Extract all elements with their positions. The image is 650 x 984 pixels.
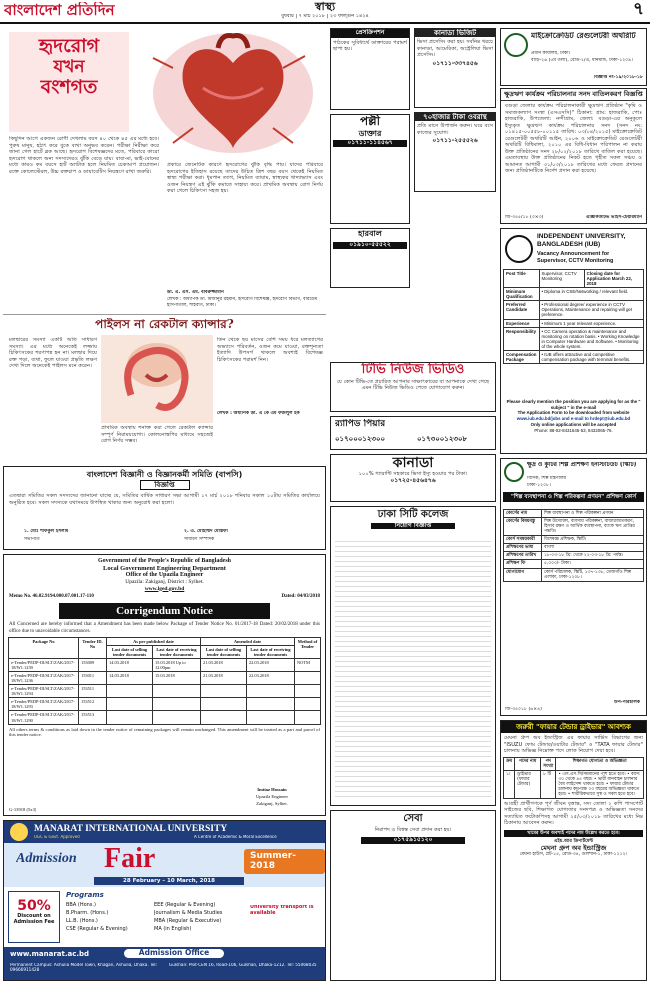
footer-line: Phone: 88-02-8431645-53, 8432065-76. [534, 427, 613, 433]
transport-note: University transport is available [250, 905, 314, 916]
article-byline: ডা. এ. এস. এম. বাবরুজ্জামান [167, 290, 224, 295]
program-item: LL.B. (Hons.) [66, 918, 98, 924]
article-body: প্রাথমিক অবস্থায় শনাক্ত করা গেলে রেকটাল ক্যান্সার সম্পূর্ণ নিরাময়যোগ্য। কোলনোস্কপির মাধ্যমে সহজেই রোগ নির্ণয় সম্ভব। [101, 425, 213, 444]
driver-table [503, 757, 644, 799]
footer-line: Only online applications will be accepted [530, 421, 617, 427]
table-cell [200, 685, 246, 698]
table-cell: ৮ টি [541, 770, 556, 798]
table-cell: 15.03.2018 [152, 672, 200, 685]
notice-ref: G-13918 (5x3) [9, 806, 37, 812]
heart-illustration [133, 28, 323, 158]
ad-subtitle: ডাক্তার [358, 128, 382, 138]
rapid-ad [330, 416, 496, 450]
notice-title: বাংলাদেশ বিজ্ঞানী ও বিজ্ঞানকর্মী সমিতি (বাপসি) [86, 470, 243, 479]
ad-body: যে কোন টিভি-তে প্রচারিত আপনার সাক্ষাৎকারের বা আপনাকে দেখা গেছে এমন টিভি নিউজ ভিডিও পেতে যোগাযোগ করুন। [336, 378, 490, 392]
table-header: Amended date [200, 637, 294, 645]
notice-ref: জি-৩৫০১৮ (৬×৪) [505, 706, 542, 712]
table-subheader: Last date of selling tender documents [200, 645, 246, 658]
article-title-line: বংশগত [40, 76, 98, 99]
tv-news-ad [330, 362, 496, 412]
notice-footer: All others terms & conditions as laid down in the tender notice of remaining packages will remain unchanged. This amendment will be treated as a part and parcel of this tender notice. [9, 726, 320, 738]
table-cell [152, 711, 200, 724]
dhaka-city-college-ad [330, 506, 496, 806]
footer-line: The Application Form to be downloaded from website [517, 410, 630, 416]
ad-title: জরুরী "ফায়ার টেন্ডার ড্রাইভার" আবশ্যক [501, 721, 646, 733]
table-cell [295, 698, 321, 711]
signatory-name: Imtiaz Hossain [257, 787, 287, 792]
notice-title: Corrigendum Notice [59, 603, 270, 620]
row-value: Supervisor, CCTV Monitoring [539, 270, 584, 288]
ad-title: ৭০হাজার টাকা ওবরান্থ [415, 113, 495, 121]
text-block-placeholder [335, 537, 491, 799]
row-value: ৫,০০০/- টাকা। [542, 560, 644, 568]
mra-name: মাইক্রোক্রেডিট রেগুলেটরী অথরিটি [531, 32, 636, 40]
sheba-ad [330, 810, 496, 981]
sciti-notice [500, 458, 647, 716]
table-cell: • এস.এস.সি/সমমানের পাশ হতে হবে। • বয়স: ৩০ থেকে ৪৫ বছর। • ভারী যানবাহন চালনার বৈধ লাইসেন্স থাকতে হবে। • ফায়ার টেন্ডার চালনায় কমপক্ষে ০৩ বছরের অভিজ্ঞতা থাকতে হবে। • শারীরিকভাবে সুস্থ ও সবল হতে হবে। [556, 770, 644, 798]
table-header: Tender ID. No [79, 637, 107, 658]
sciti-logo [504, 462, 524, 482]
ad-title: প্রেসক্রিপশন [331, 29, 409, 38]
table-row [504, 350, 644, 363]
ad-body: ভিসা প্রসেসিং করা হয়। সর্বনিম্ন খরচে কানাডা, আমেরিকা, অস্ট্রেলিয়া ভিসা প্রসেসিং। [417, 39, 493, 59]
table-cell [200, 711, 246, 724]
mra-header [500, 28, 647, 86]
bapsi-notice [3, 466, 326, 550]
table-row [504, 568, 644, 581]
cancer-article [3, 314, 326, 462]
ad-block [414, 28, 496, 108]
table-header: As per published date [107, 637, 201, 645]
ad-title: পল্লী [359, 114, 381, 128]
table-row [504, 288, 644, 301]
table-row [504, 560, 644, 568]
row-value: বিশেষজ্ঞ প্রশিক্ষক, স্কিটি। [542, 536, 644, 544]
notice-ref: জি-৩৫৫/১৮ (৩×৩) [505, 214, 544, 220]
article-title-line: হৃদরোগ [38, 35, 100, 57]
article-body: প্রকারে জেনেটিক কারণে হৃদরোগের ঝুঁকি বৃদ্ধি পায়। যাদের পরিবারে হৃদরোগের ইতিহাস রয়েছে তাদের উচিত ত্রিশ বছর বয়স থেকেই নিয়মিত স্বাস্থ্য পরীক্ষা করা। ধূমপান ত্যাগ, নিয়মিত ব্যায়াম, স্বাস্থ্যকর খাদ্যাভ্যাস এবং ওজন নিয়ন্ত্রণ এই ঝুঁকি কমাতে সাহায্য করে। প্রাথমিক অবস্থায় রোগ নির্ণয় করা গেলে চিকিৎসা সহজ হয়। [167, 162, 323, 194]
ad-intro: মেঘনা গ্রুপ অব ইন্ডাস্ট্রিজ এর ফায়ার সার্ভিস বিভাগের জন্য "ISUZU ফোম টেন্ডার/ওয়াটার টেন্ডার" ও "TATA ফায়ার টেন্ডার" চালনায় অভিজ্ঞ নিম্নোক্ত পদে লোক নিয়োগ দেয়া হবে। [504, 735, 643, 755]
row-label: প্রশিক্ষণের তারিখ [504, 552, 542, 560]
footer-link[interactable]: www.iub.edu.bd/jobs and e-mail to hrdept@iub.edu.bd [516, 416, 631, 422]
vacancy-title: Vacancy Announcement for [537, 251, 610, 257]
table-row [504, 518, 644, 536]
issue-date: বুধবার | ৭ মার্চ ২০১৮ | ২৩ ফাল্গুন ১৪২৪ [281, 14, 369, 19]
programs-title: Programs [66, 891, 104, 899]
discount-label: Discount on [17, 913, 51, 920]
row-label: যোগাযোগ [504, 568, 542, 581]
signatory-role: সাধারণ সম্পাদক [184, 537, 215, 542]
article-title-block [9, 32, 129, 132]
table-cell: 15.03.2018 Up to 12.00pm [152, 658, 200, 671]
article-byline: লেখক : অধ্যাপক ডা. এ কে এম ফজলুল হক [217, 411, 300, 416]
table-header: শিক্ষাগত যোগ্যতা ও অভিজ্ঞতা [556, 757, 644, 770]
table-cell: e-Tender/PEDP-III/SLT/ZAK/2017-18/W1.1290 [9, 711, 79, 724]
ad-phone: ০১৭১১-৩৩৭৪৫৬ [432, 59, 478, 67]
iub-logo [505, 235, 533, 263]
row-label: Preferred Candidate [504, 301, 540, 319]
university-tagline: A Centre of Academic & Moral Excellence [194, 835, 277, 839]
ad-title: ঢাকা সিটি কলেজ [377, 509, 449, 520]
table-header: Method of Tender [295, 637, 321, 658]
table-row [9, 685, 321, 698]
row-label: প্রশিক্ষণ ফি [504, 560, 542, 568]
admission-word: Admission [16, 851, 77, 866]
manarat-footer [4, 947, 325, 981]
row-extra: Closing date for Application March 22, 2018 [584, 270, 643, 288]
table-row [9, 658, 321, 671]
gov-line: Government of the People's Republic of Bangladesh [98, 558, 231, 564]
row-value: কোর্স পরিচালক, স্কিটি, ১৩৭-১৩৮, তেজগাঁও শিল্প এলাকা, ঢাকা-১২০৮। [542, 568, 644, 581]
table-row [9, 672, 321, 685]
ad-phone: ০১৭৩০০১২৩০৮ [417, 435, 468, 443]
article-title-line: যখন [53, 56, 85, 77]
page-number: ৭ [632, 0, 644, 19]
ad-footer: আগ্রহী প্রার্থীগণকে পূর্ণ জীবন বৃত্তান্ত, সদ্য তোলা ২ কপি পাসপোর্ট সাইজের ছবি, শিক্ষাগত যোগ্যতার সনদপত্র ও অভিজ্ঞতা সনদের সত্যায়িত ফটোকপিসহ আগামী ২৫/০৩/২০১৮ তারিখের মধ্যে নিম্ন ঠিকানায় আবেদন করুন। [504, 800, 643, 827]
row-label: Compensation Package [504, 350, 540, 363]
row-label: কোর্স সমন্বয়কারী [504, 536, 542, 544]
table-row [504, 510, 644, 518]
vacancy-title: Supervisor, CCTV Monitoring [537, 258, 614, 264]
page-header [0, 0, 650, 24]
canada-ad [330, 454, 496, 502]
sciti-sub: ঢাকা-১২০৮। [527, 483, 551, 488]
ad-subtitle: নিয়োগ বিজ্ঞপ্তি [371, 523, 455, 530]
table-cell: 14.03.2018 [107, 658, 153, 671]
signatory-name: ২. এ. মোহাম্মদ মোস্তফা [184, 529, 228, 534]
section-title: স্বাস্থ্য [314, 1, 336, 13]
table-row [504, 770, 644, 798]
row-label: Minimum Qualification [504, 288, 540, 301]
signatory-role: Zakiganj, Sylhet. [256, 801, 288, 806]
signatory-name: ১. মোঃ শফিকুল ইসলাম [24, 529, 69, 534]
ad-block [330, 28, 410, 110]
address-line: Gulshan: Plot-CEN 16, Road-106, Gulshan, Dhaka-1212. Tel: 55068035 [169, 963, 317, 967]
program-item: Journalism & Media Studies [154, 910, 223, 916]
company-name: মেঘনা গ্রুপ অব ইন্ডাস্ট্রিজ [540, 843, 607, 852]
program-item: MBA (Regular & Executive) [154, 918, 222, 924]
table-cell [246, 685, 294, 698]
notice-body: এতদ্বারা সমিতির সকল সদস্যদের জানানো যাচ্ছে যে, সমিতির বার্ষিক সাধারণ সভা আগামী ১৭ মার্চ ২০১৮ শনিবার সকাল ১০টায় সমিতির কার্যালয়ে অনুষ্ঠিত হবে। সকল সদস্যকে যথাসময়ে উপস্থিত থাকার জন্য অনুরোধ করা হলো। [9, 493, 320, 506]
table-cell [295, 685, 321, 698]
row-value: • IUB offers attractive and competitive compensation package with terminal benefits. [539, 350, 644, 363]
table-row [504, 536, 644, 544]
table-cell [246, 711, 294, 724]
memo-date: Dated: 04/03/2018 [281, 593, 320, 599]
website-link[interactable]: www.manarat.ac.bd [10, 950, 90, 958]
notice-title: ক্ষুদ্রঋণ কার্যক্রম পরিচালনার সনদ বাতিলকরণ বিজ্ঞপ্তি [501, 89, 646, 101]
ad-phone: ০১৭১১-২৫৫৫২৬ [432, 137, 478, 145]
ad-title: র‍্যাপিড পিয়ার [335, 419, 386, 429]
row-label: Experience [504, 319, 540, 327]
gov-line: Local Government Engineering Department [103, 564, 226, 572]
admission-office: Admission Office [124, 949, 224, 958]
course-table [503, 509, 644, 582]
university-approval: UGC & Govt. Approved [34, 835, 80, 839]
row-label: Responsibility [504, 327, 540, 350]
signatory-role: এক্সিকিউটিভ ভাইস-চেয়ারম্যান [585, 214, 642, 220]
table-cell: e-Tender/PEDP-III/SLT/ZAK/2017-18/W1.1293 [9, 698, 79, 711]
notice-subtitle: বিজ্ঞপ্তি [140, 480, 190, 490]
row-value: • Minimum 1 year relevant experience. [539, 319, 644, 327]
website-link[interactable]: www.lged.gov.bd [144, 585, 185, 592]
ad-title: সেবা [403, 813, 423, 824]
university-logo [10, 823, 28, 841]
programs-col [154, 901, 244, 933]
ad-title: কানাডা ভিজিট [415, 29, 495, 37]
ad-title: কানাডা [392, 455, 434, 471]
heart-article [3, 28, 326, 310]
corrigendum-notice [3, 554, 326, 816]
program-item: EEE (Regular & Evening) [154, 902, 216, 908]
table-cell [295, 711, 321, 724]
notice-body: বগুড়া জেলার কার্যক্রম পরিচালনাকারী ক্ষুদ্রঋণ প্রতিষ্ঠান "কৃষি ও সমাজকল্যাণ সংস্থা (এসএসসি)" ঠিকানা: গ্রাম: হাজরাকি, পোঃ হাজরাকি, উপজেলা: নন্দীগ্রাম, জেলা: বগুড়া-এর অনুকূলে ইস্যুকৃত ক্ষুদ্রঋণ কার্যক্রম পরিচালনার সনদ (সনদ নং: ০১৪১৫-০০৫৫৮-০০১১৫ তারিখ: ০৩/০৪/২০১৫) মাইক্রোক্রেডিট রেগুলেটরী অথরিটি আইন, ২০০৬ ও মাইক্রোক্রেডিট রেগুলেটরী অথরিটি বিধিমালা, ২০১০ এর বিধি-বিধান পরিপালন না করায় উক্ত প্রতিষ্ঠানের সনদ ২৮/০২/২০১৮ তারিখে বাতিল করা হয়েছে। এমতাবস্থায় উক্ত প্রতিষ্ঠানের নিকট হতে গৃহীত সকল সঞ্চয় ও আমানত আগামী ৩১/০৩/২০১৮ তারিখের মধ্যে ফেরত প্রদানের জন্য প্রতিষ্ঠানটিকে নির্দেশ প্রদান করা হয়েছে। [505, 103, 642, 175]
colon-illustration [101, 335, 213, 423]
table-cell: 21.03.2018 [200, 672, 246, 685]
ad-block [330, 228, 410, 288]
manarat-ad [3, 820, 326, 981]
ad-phone: ০১৭১১-১১৪৫৬৭ [333, 140, 407, 147]
ad-body: প্রতি মাসে উপার্জন করুন। ঘরে বসে কাজের সুযোগ। [417, 123, 493, 136]
discount-box [8, 891, 60, 943]
ad-body: পাঠকের সুবিধার্থে ডাক্তারের পরামর্শ ছাপা হয়। [333, 39, 407, 53]
discount-label: Admission Fee [13, 918, 55, 925]
memo-number: Memo No. 46.02.9194.000.07.001.17-110 [9, 593, 94, 599]
table-cell [200, 698, 246, 711]
row-label: Post Title [504, 270, 540, 288]
season-badge: Summer-2018 [244, 849, 325, 874]
table-row [504, 319, 644, 327]
ad-phone: ০১৭০০০১২৩০০ [335, 435, 386, 443]
ad-note: খামের উপর অবশ্যই পদের নাম উল্লেখ করতে হবে। [504, 830, 643, 838]
ad-body: নিরাপদ ও বিশ্বস্ত সেবা প্রদান করা হয়। [374, 826, 452, 833]
table-cell: 22.03.2018 [246, 658, 294, 671]
table-cell [152, 698, 200, 711]
discount-percent: 50% [17, 898, 51, 914]
table-row [9, 711, 321, 724]
table-row [9, 698, 321, 711]
mra-address: প্রধান কার্যালয়, ঢাকা। [531, 51, 571, 56]
table-cell [295, 672, 321, 685]
ad-body: ১০০% গ্যারান্টি সহকারে ভিসা ইস্যু হওয়ার পর টাকা। [358, 471, 468, 478]
article-body: তিন থেকে ছয় মাসের বেশি সময় ধরে মলত্যাগের অভ্যাসে পরিবর্তন, ওজন কমে যাওয়া, রক্তশূন্যতা ইত্যাদি উপসর্গ থাকলে অবশ্যই বিশেষজ্ঞ চিকিৎসকের পরামর্শ নিন। [217, 337, 323, 363]
table-cell: 153511 [79, 685, 107, 698]
tender-table [8, 637, 321, 725]
address-line: Permanent Campus: Ashulia Model Town, Khagan, Ashulia, Dhaka. Tel: 09666911428 [10, 963, 157, 972]
ad-phone: ০১৯১০-৫৫৫২২ [333, 242, 407, 249]
table-cell: ড্রাইভার (ফায়ার টেন্ডার) [515, 770, 541, 798]
table-subheader: Last date of receiving tender documents [152, 645, 200, 658]
driver-vacancy [500, 720, 647, 981]
ad-phone: ০১৭৫৯১৫১২০ [361, 837, 465, 844]
row-value: • Professional degree/ experience in CCTV Operations, Maintenance and repairing will get preference. [539, 301, 644, 319]
table-cell: 21.03.2018 [200, 658, 246, 671]
company-address: মেঘনা হাউস, প্লট-১৫, রোড-৩৪, গুলশান-১, ঢাকা-১২১২। [519, 852, 628, 858]
table-cell: e-Tender/PEDP-III/SLT/ZAK/2017-18/W1.1236 [9, 672, 79, 685]
vacancy-table [503, 269, 644, 364]
row-value: বাংলা [542, 544, 644, 552]
mra-memo: বিজ্ঞপ্তি নং-১৯/২০১৮-১৮ [593, 75, 643, 80]
university-name: MANARAT INTERNATIONAL UNIVERSITY [34, 824, 228, 834]
middle-ads-column [414, 28, 496, 358]
ad-phone: ০১৭২৫-৪৫৬৪৭৬ [390, 476, 436, 484]
ad-title: টিভি নিউজ ভিডিও [361, 362, 465, 377]
table-cell: 22.03.2018 [246, 672, 294, 685]
row-label: কোর্সের বিষয়বস্তু [504, 518, 542, 536]
row-value: শিল্প ব্যবস্থাপনা ও শিল্প পরিকল্পনা প্রণয়ন [542, 510, 644, 518]
table-cell [246, 698, 294, 711]
row-value: • CC Camera operation & maintenance and monitoring on rotation basis. • Working Knowledge in Computer Hardware and Software. • Monitoring of the whole system. [539, 327, 644, 350]
program-item: CSE (Regular & Evening) [66, 926, 128, 932]
footer-line: Please clearly mention the position you are applying for as the " subject " in the e-mail [506, 399, 641, 410]
signatory-role: সভাপতি [24, 537, 40, 542]
ad-block [330, 114, 410, 224]
manarat-header [4, 821, 325, 843]
table-row [504, 552, 644, 560]
table-cell: 153512 [79, 698, 107, 711]
sciti-sub: বিসিক, শিল্প মন্ত্রণালয় [527, 476, 567, 481]
table-cell: ১। [504, 770, 515, 798]
article-byline: লেখক : অধ্যাপক ডা. মিজানুর রহমান, হৃদরোগ বিশেষজ্ঞ, হৃদরোগ বিভাগ, বারডেম হাসপাতাল, শাহবাগ, ঢাকা। [167, 297, 318, 308]
row-value: • Diploma in CSE/Networking / relevant field. [539, 288, 644, 301]
admission-banner [4, 843, 325, 887]
table-row [504, 301, 644, 319]
table-header: ক্রম [504, 757, 515, 770]
signatory-role: উপ-পরিচালক [613, 699, 640, 705]
masthead: বাংলাদেশ প্রতিদিন [4, 2, 115, 19]
table-header: পদ সংখ্যা [541, 757, 556, 770]
table-cell [107, 698, 153, 711]
table-cell: 14.03.2018 [107, 672, 153, 685]
article-body: মলদ্বারের সমস্যা একটি অতি সাধারণ সমস্যা। এর মধ্যে অনেকেই লজ্জায় চিকিৎসকের শরণাপন্ন হন না। মলদ্বার দিয়ে রক্ত পড়া, ব্যথা, ফুলে যাওয়া প্রভৃতি লক্ষণ দেখা দিলে অনেকেই পাইলস মনে করেন। [9, 337, 97, 369]
table-cell: NOTM [295, 658, 321, 671]
company-sub: এইচ.আর ডিপার্টমেন্ট [553, 839, 594, 845]
table-cell: e-Tender/PEDP-III/SLT/ZAK/2017-18/W1.1239 [9, 658, 79, 671]
fair-dates: 28 February – 10 March, 2018 [94, 877, 244, 885]
table-row [504, 544, 644, 552]
row-label: কোর্সের নাম [504, 510, 542, 518]
ad-title: হারবাল [358, 229, 382, 238]
iub-vacancy [500, 228, 647, 454]
mra-logo [504, 33, 528, 57]
table-cell: 153009 [79, 658, 107, 671]
signatory-role: Upazila Engineer [255, 794, 288, 799]
iub-name: INDEPENDENT UNIVERSITY, [537, 233, 626, 240]
sciti-name: ক্ষুদ্র ও কুটির শিল্প প্রশিক্ষণ ইনস্টিটিউট (স্কিটি) [527, 462, 637, 468]
ad-block [414, 112, 496, 192]
iub-footer [503, 399, 644, 433]
notice-intro: All Concerned are hereby informed that a Amendment has been made below Package of Tender Notice No. 01/2017-18 Dated: 20/02/2018 under this office due to unavoidable circumstances. [9, 622, 320, 634]
programs-col [66, 901, 156, 933]
table-cell [107, 711, 153, 724]
program-item: MA (in English) [154, 926, 192, 932]
table-cell: 153011 [79, 672, 107, 685]
row-label: প্রশিক্ষণের ভাষা [504, 544, 542, 552]
table-row [504, 270, 644, 288]
mra-notice [500, 88, 647, 224]
mra-address: বাড়ি-২৬ (৫ম তলা), রোড-২/এ, ধানমন্ডি, ঢাকা-১২০৯। [531, 58, 633, 63]
table-cell [107, 685, 153, 698]
course-title: "শিল্প ব্যবস্থাপনা ও শিল্প পরিকল্পনা প্রণয়ন" প্রশিক্ষণ কোর্স [503, 492, 644, 502]
table-cell [152, 685, 200, 698]
table-subheader: Last date of receiving tender documents [246, 645, 294, 658]
row-value: ১৮-০৩-১৮ খ্রি: থেকে ২২-০৩-১৮ খ্রি: পর্যন্ত। [542, 552, 644, 560]
gov-line: Upazila: Zakiganj, District : Sylhet. [125, 579, 204, 586]
program-item: B.Pharm. (Hons.) [66, 910, 109, 916]
table-header: Package No [9, 637, 79, 658]
iub-name: BANGLADESH (IUB) [537, 241, 601, 248]
row-value: শিল্প উদ্যোক্তা, ব্যবসায় পরিকল্পনা, বাজারজাতকরণ, হিসাব রক্ষণ ও আর্থিক ব্যবস্থাপনা, ব্যাংক ঋণ প্রাপ্তির পদ্ধতি। [542, 518, 644, 536]
table-subheader: Last date of selling tender documents [107, 645, 153, 658]
table-cell: 153513 [79, 711, 107, 724]
article-body: কিছুদিন আগে একজন রোগী দেখলাম বয়স ৪০ থেকে ৪৫ এর মধ্যে হবে। পুরুষ মানুষ, হঠাৎ করে বুকে ব্যথা অনুভব করেন। পরীক্ষা নিরীক্ষা করে জানা গেল হার্টে ব্লক আছে। হৃদরোগ বিশেষজ্ঞদের মতে, পরিবারে কারো হৃদরোগ থাকলে অন্য সদস্যদেরও ঝুঁকি বেড়ে যায়। বাবা-মা, ভাই-বোনের মধ্যে কারও কম বয়সে হার্ট অ্যাটাক হলে নিয়মিত চেকআপ প্রয়োজন। রক্তে কোলেস্টেরল, উচ্চ রক্তচাপ ও ডায়াবেটিস নিয়ন্ত্রণে রাখা জরুরি। [9, 136, 159, 175]
fair-word: Fair [104, 843, 156, 874]
table-cell: e-Tender/PEDP-III/SLT/ZAK/2017-18/W1.1294 [9, 685, 79, 698]
table-header: পদের নাম [515, 757, 541, 770]
table-row [504, 327, 644, 350]
article-title: পাইলস না রেকটাল ক্যান্সার? [95, 318, 234, 331]
program-item: BBA (Hons.) [66, 902, 96, 908]
gov-line: Office of the Upazila Engineer [125, 572, 204, 579]
